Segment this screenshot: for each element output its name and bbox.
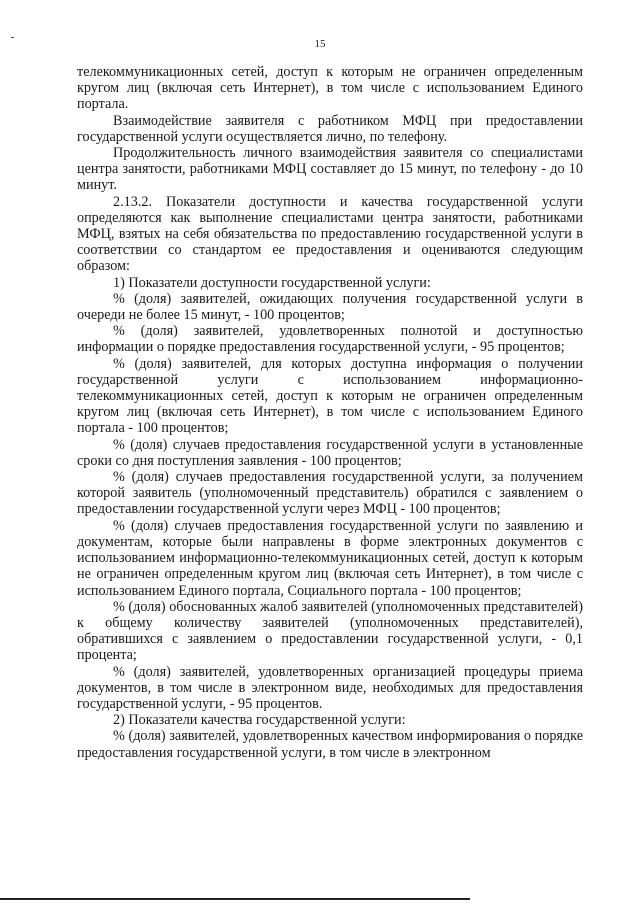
indicator-mfc-requests: % (доля) случаев предоставления государственной услуги, за получением которой заявитель (уполномоченный представитель) обратился с заявлением о предоставлении государственной услуги через МФЦ - 100 процентов;	[77, 469, 583, 518]
bottom-edge-line	[0, 898, 470, 900]
indicator-informing-quality: % (доля) заявителей, удовлетворенных качеством информирования о порядке предоставления государственной услуги, в том числе в электронном	[77, 728, 583, 761]
indicator-complaints: % (доля) обоснованных жалоб заявителей (уполномоченных представителей) к общему количеству заявителей (уполномоченных представителей), обратившихся с заявлением о предоставлении государственной услуги, - 0,1 процента;	[77, 598, 583, 664]
document-body	[77, 64, 583, 761]
indicator-information-satisfaction: % (доля) заявителей, удовлетворенных полнотой и доступностью информации о порядке предоставления государственной услуги, - 95 процентов;	[77, 323, 583, 356]
page-number: 15	[314, 38, 326, 50]
indicator-waiting-time: % (доля) заявителей, ожидающих получения государственной услуги в очереди не более 15 минут, - 100 процентов;	[77, 290, 583, 324]
indicator-electronic-documents: % (доля) случаев предоставления государственной услуги по заявлению и документам, которые были направлены в форме электронных документов с использованием информационно-телекоммуникационных сетей, доступ к которым не ограничен определенным кругом лиц (включая сеть Интернет), в том числе с использованием Единого портала, Социального портала - 100 процентов;	[77, 517, 583, 599]
subheading-quality: 2) Показатели качества государственной услуги:	[113, 712, 406, 729]
paragraph-continuation: телекоммуникационных сетей, доступ к которым не ограничен определенным кругом лиц (включая сеть Интернет), в том числе с использованием Единого портала.	[77, 64, 583, 113]
subheading-accessibility: 1) Показатели доступности государственной услуги:	[113, 274, 431, 291]
indicator-reception-satisfaction: % (доля) заявителей, удовлетворенных организацией процедуры приема документов, в том числе в электронном виде, необходимых для предоставления государственной услуги, - 95 процентов.	[77, 663, 583, 712]
indicator-online-availability: % (доля) заявителей, для которых доступна информация о получении государственной услуги с использованием информационно-телекоммуникационных сетей, доступ к которым не ограничен определенным кругом лиц (включая сеть Интернет), в том числе с использованием Единого портала - 100 процентов;	[77, 355, 583, 437]
paragraph-interaction-duration: Продолжительность личного взаимодействия заявителя со специалистами центра занятости, работниками МФЦ составляет до 15 минут, по телефону - до 10 минут.	[77, 145, 583, 194]
indicator-timely-provision: % (доля) случаев предоставления государственной услуги в установленные сроки со дня поступления заявления - 100 процентов;	[77, 436, 583, 469]
paragraph-section-2-13-2: 2.13.2. Показатели доступности и качества государственной услуги определяются как выполнение специалистами центра занятости, работниками МФЦ, взятых на себя обязательства по предоставлению государственной услуги в соответствии со стандартом ее предоставления и оцениваются следующим образом:	[77, 193, 583, 275]
paragraph-interaction-mfc: Взаимодействие заявителя с работником МФЦ при предоставлении государственной услуги осуществляется лично, по телефону.	[77, 112, 583, 145]
